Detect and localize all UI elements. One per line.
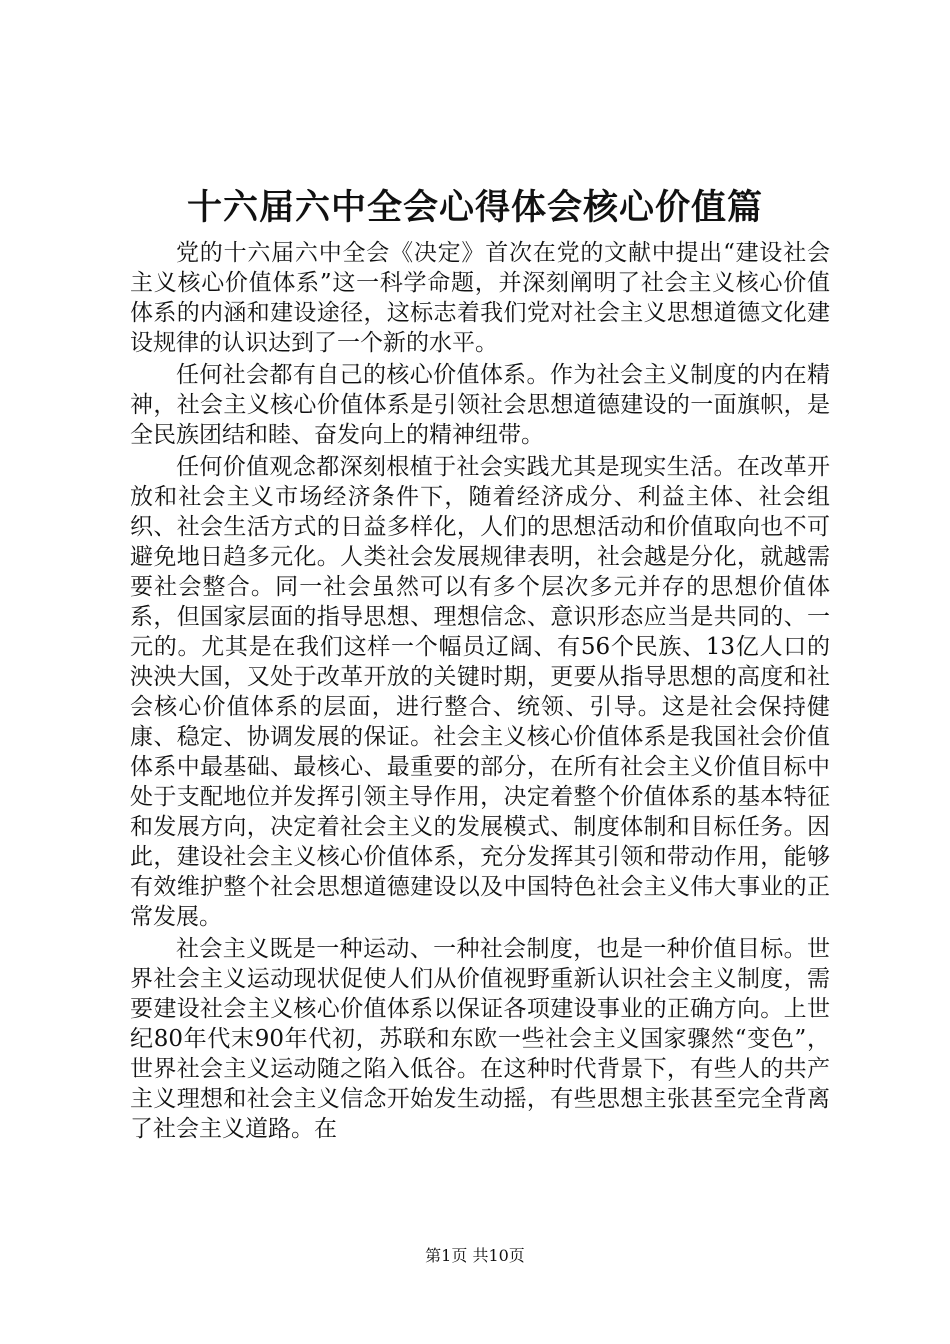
paragraph: 任何社会都有自己的核心价值体系。作为社会主义制度的内在精神，社会主义核心价值体系是引领社会思想道德建设的一面旗帜，是全民族团结和睦、奋发向上的精神纽带。 bbox=[130, 362, 830, 448]
document-body bbox=[130, 238, 830, 1146]
paragraph: 党的十六届六中全会《决定》首次在党的文献中提出“建设社会主义核心价值体系”这一科学命题，并深刻阐明了社会主义核心价值体系的内涵和建设途径，这标志着我们党对社会主义思想道德文化建设规律的认识达到了一个新的水平。 bbox=[130, 240, 830, 356]
paragraph: 任何价值观念都深刻根植于社会实践尤其是现实生活。在改革开放和社会主义市场经济条件下，随着经济成分、利益主体、社会组织、社会生活方式的日益多样化，人们的思想活动和价值取向也不可避免地日趋多元化。人类社会发展规律表明，社会越是分化，就越需要社会整合。同一社会虽然可以有多个层次多元并存的思想价值体系，但国家层面的指导思想、理想信念、意识形态应当是共同的、一元的。尤其是在我们这样一个幅员辽阔、有56个民族、13亿人口的泱泱大国，又处于改革开放的关键时期，更要从指导思想的高度和社会核心价值体系的层面，进行整合、统领、引导。这是社会保持健康、稳定、协调发展的保证。社会主义核心价值体系是我国社会价值体系中最基础、最核心、最重要的部分，在所有社会主义价值目标中处于支配地位并发挥引领主导作用，决定着整个价值体系的基本特征和发展方向，决定着社会主义的发展模式、制度体制和目标任务。因此，建设社会主义核心价值体系，充分发挥其引领和带动作用，能够有效维护整个社会思想道德建设以及中国特色社会主义伟大事业的正常发展。 bbox=[130, 454, 830, 930]
paragraph: 社会主义既是一种运动、一种社会制度，也是一种价值目标。世界社会主义运动现状促使人们从价值视野重新认识社会主义制度，需要建设社会主义核心价值体系以保证各项建设事业的正确方向。上世纪80年代末90年代初，苏联和东欧一些社会主义国家骤然“变色”，世界社会主义运动随之陷入低谷。在这种时代背景下，有些人的共产主义理想和社会主义信念开始发生动摇，有些思想主张甚至完全背离了社会主义道路。在 bbox=[130, 936, 830, 1142]
page-title: 十六届六中全会心得体会核心价值篇 bbox=[186, 187, 763, 228]
page-footer: 第1页 共10页 bbox=[425, 1246, 525, 1265]
